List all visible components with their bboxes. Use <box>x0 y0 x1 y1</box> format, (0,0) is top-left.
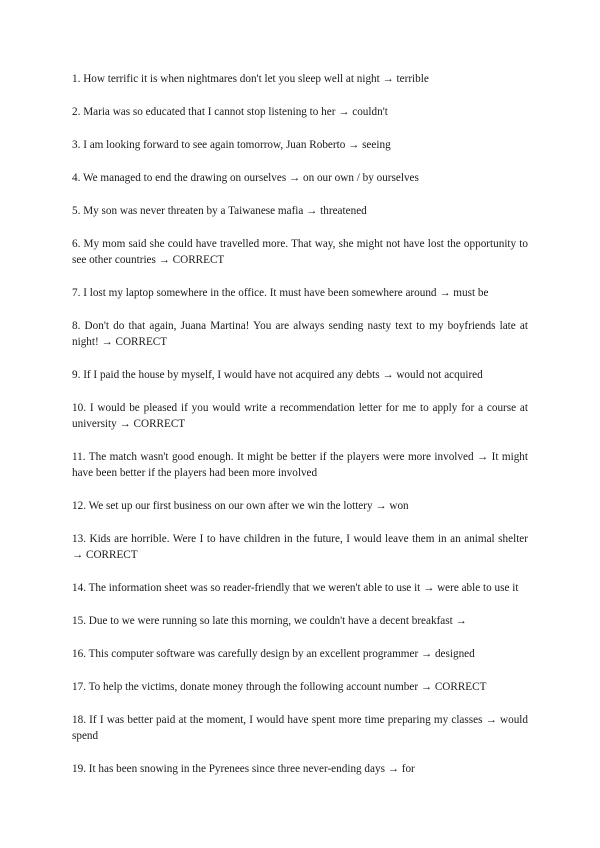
exercise-item-12: 12. We set up our first business on our own after we win the lottery → won <box>72 500 409 512</box>
exercise-list <box>72 71 528 794</box>
exercise-item-11: 11. The match wasn't good enough. It might be better if the players were more involved → It might have been better if the players had been more involved <box>72 451 528 479</box>
exercise-item-15: 15. Due to we were running so late this morning, we couldn't have a decent breakfast → <box>72 615 467 627</box>
exercise-item-16: 16. This computer software was carefully design by an excellent programmer → designed <box>72 648 475 660</box>
exercise-item-9: 9. If I paid the house by myself, I would have not acquired any debts → would not acquired <box>72 369 483 381</box>
exercise-item-2: 2. Maria was so educated that I cannot stop listening to her → couldn't <box>72 106 388 118</box>
exercise-item-13: 13. Kids are horrible. Were I to have children in the future, I would leave them in an animal shelter → CORRECT <box>72 533 528 561</box>
exercise-item-5: 5. My son was never threaten by a Taiwanese mafia → threatened <box>72 205 367 217</box>
exercise-item-4: 4. We managed to end the drawing on ourselves → on our own / by ourselves <box>72 172 419 184</box>
exercise-item-8: 8. Don't do that again, Juana Martina! You are always sending nasty text to my boyfriends late at night! → CORRECT <box>72 320 528 348</box>
exercise-item-18: 18. If I was better paid at the moment, I would have spent more time preparing my classes → would spend <box>72 714 528 742</box>
exercise-item-19: 19. It has been snowing in the Pyrenees since three never-ending days → for <box>72 763 415 775</box>
exercise-item-14: 14. The information sheet was so reader-friendly that we weren't able to use it → were able to use it <box>72 582 519 594</box>
exercise-item-17: 17. To help the victims, donate money through the following account number → CORRECT <box>72 681 487 693</box>
exercise-item-7: 7. I lost my laptop somewhere in the office. It must have been somewhere around → must be <box>72 287 489 299</box>
exercise-item-3: 3. I am looking forward to see again tomorrow, Juan Roberto → seeing <box>72 139 391 151</box>
exercise-item-1: 1. How terrific it is when nightmares don't let you sleep well at night → terrible <box>72 73 429 85</box>
exercise-item-6: 6. My mom said she could have travelled more. That way, she might not have lost the opportunity to see other countries → CORRECT <box>72 238 528 266</box>
exercise-item-10: 10. I would be pleased if you would write a recommendation letter for me to apply for a course at university → CORRECT <box>72 402 528 430</box>
